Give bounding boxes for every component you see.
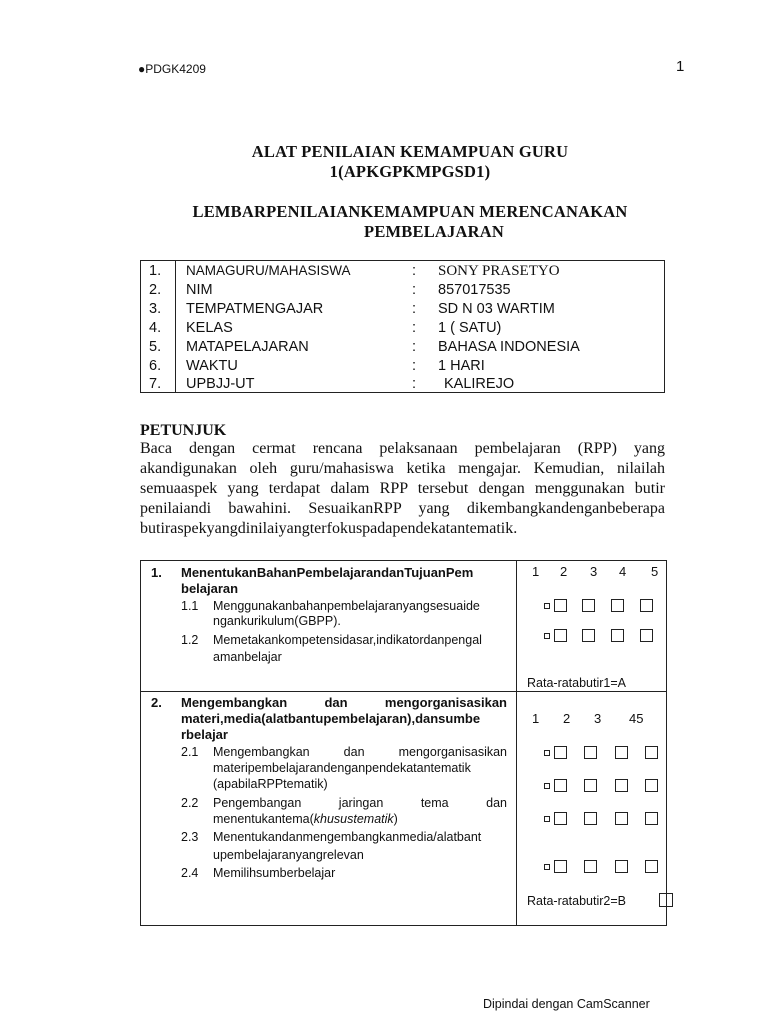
section-2-number: 2. bbox=[151, 695, 162, 710]
row-value: 857017535 bbox=[438, 282, 511, 298]
identity-row bbox=[141, 358, 664, 377]
row-colon: : bbox=[412, 376, 417, 392]
rating-checkbox[interactable] bbox=[645, 779, 658, 792]
scale-label: 1 bbox=[532, 564, 540, 579]
section-2-title: rbelajar bbox=[181, 727, 228, 742]
item-text-italic: khusustematik bbox=[313, 812, 394, 826]
section-1-average: Rata-ratabutir1=A bbox=[527, 676, 627, 690]
item-text: amanbelajar bbox=[213, 650, 282, 664]
average-checkbox[interactable] bbox=[659, 893, 673, 907]
item-text: Memetakankompetensidasar,indikatordanpengal bbox=[213, 633, 482, 647]
scale-label: 3 bbox=[590, 564, 598, 579]
rating-checkbox[interactable] bbox=[554, 812, 567, 825]
rating-checkbox[interactable] bbox=[615, 812, 628, 825]
rating-checkbox[interactable] bbox=[640, 629, 653, 642]
identity-row bbox=[141, 301, 664, 320]
row-number: 7. bbox=[149, 376, 162, 392]
item-text: ngankurikulum(GBPP). bbox=[213, 614, 341, 628]
row-label: KELAS bbox=[186, 320, 233, 336]
row-number: 2. bbox=[149, 282, 162, 298]
document-code: ●PDGK4209 bbox=[138, 62, 206, 76]
rating-checkbox[interactable] bbox=[584, 812, 597, 825]
item-text: Memilihsumberbelajar bbox=[213, 866, 336, 880]
row-number: 5. bbox=[149, 339, 162, 355]
row-number: 6. bbox=[149, 358, 162, 374]
row-value: KALIREJO bbox=[444, 376, 515, 392]
identity-row bbox=[141, 282, 664, 301]
page-number: 1 bbox=[676, 58, 685, 75]
petunjuk-line: akandigunakan oleh guru/mahasiswa ketika mengajar. Kemudian, nilailah bbox=[140, 460, 665, 477]
identity-row bbox=[141, 339, 664, 358]
row-colon: : bbox=[412, 339, 417, 355]
section-2-title: Mengembangkan dan mengorganisasikan bbox=[181, 695, 507, 710]
rating-checkbox[interactable] bbox=[645, 746, 658, 759]
row-value: SD N 03 WARTIM bbox=[438, 301, 555, 317]
rating-checkbox[interactable] bbox=[640, 599, 653, 612]
title-line-1: ALAT PENILAIAN KEMAMPUAN GURU bbox=[251, 142, 569, 161]
petunjuk-line: Baca dengan cermat rencana pelaksanaan pembelajaran (RPP) yang bbox=[140, 440, 665, 457]
petunjuk-line: semuaaspek yang terdapat dalam RPP tersebut dengan menggunakan butir bbox=[140, 480, 665, 497]
rating-checkbox[interactable] bbox=[582, 629, 595, 642]
item-text: Menggunakanbahanpembelajaranyangsesuaide bbox=[213, 599, 480, 613]
rating-checkbox[interactable] bbox=[554, 860, 567, 873]
rating-checkbox[interactable] bbox=[615, 746, 628, 759]
row-colon: : bbox=[412, 301, 417, 317]
item-number: 1.1 bbox=[181, 599, 199, 613]
criteria-table bbox=[140, 560, 667, 926]
scale-label: 5 bbox=[651, 564, 659, 579]
bullet-icon bbox=[544, 633, 550, 639]
scale-label: 2 bbox=[563, 711, 571, 726]
item-text: upembelajaranyangrelevan bbox=[213, 848, 364, 862]
table-column-divider bbox=[516, 561, 517, 925]
section-2-title: materi,media(alatbantupembelajaran),dansumbe bbox=[181, 711, 481, 726]
rating-checkbox[interactable] bbox=[584, 779, 597, 792]
section-2-average: Rata-ratabutir2=B bbox=[527, 894, 627, 908]
petunjuk-line: butiraspekyangdinilaiyangterfokuspadapendekatantematik. bbox=[140, 520, 518, 537]
scanner-watermark: Dipindai dengan CamScanner bbox=[483, 997, 650, 1011]
bullet-icon bbox=[544, 816, 550, 822]
rating-checkbox[interactable] bbox=[611, 599, 624, 612]
rating-checkbox[interactable] bbox=[645, 812, 658, 825]
row-value: 1 HARI bbox=[438, 358, 485, 374]
bullet-icon bbox=[544, 783, 550, 789]
item-text: Mengembangkan dan mengorganisasikan bbox=[213, 745, 507, 759]
item-number: 2.1 bbox=[181, 745, 199, 759]
row-value: 1 ( SATU) bbox=[438, 320, 502, 336]
rating-checkbox[interactable] bbox=[554, 599, 567, 612]
identity-row bbox=[141, 320, 664, 339]
item-text: materipembelajarandenganpendekatantematik bbox=[213, 761, 471, 775]
item-text-prefix: menentukantema( bbox=[213, 812, 314, 826]
identity-table bbox=[140, 260, 665, 393]
row-value: SONY PRASETYO bbox=[438, 263, 560, 279]
rating-checkbox[interactable] bbox=[584, 746, 597, 759]
rating-checkbox[interactable] bbox=[645, 860, 658, 873]
rating-checkbox[interactable] bbox=[615, 860, 628, 873]
scale-label: 1 bbox=[532, 711, 540, 726]
petunjuk-heading: PETUNJUK bbox=[140, 422, 227, 439]
table-row-divider bbox=[141, 691, 666, 692]
row-colon: : bbox=[412, 282, 417, 298]
rating-checkbox[interactable] bbox=[554, 779, 567, 792]
petunjuk-line: penilaiandi bawahini. SesuaikanRPP yang dikembangkandenganbeberapa bbox=[140, 500, 665, 517]
rating-checkbox[interactable] bbox=[584, 860, 597, 873]
row-number: 3. bbox=[149, 301, 162, 317]
rating-checkbox[interactable] bbox=[554, 746, 567, 759]
row-label: NAMAGURU/MAHASISWA bbox=[186, 263, 351, 278]
row-number: 4. bbox=[149, 320, 162, 336]
rating-checkbox[interactable] bbox=[582, 599, 595, 612]
bullet-icon bbox=[544, 603, 550, 609]
item-text: Menentukandanmengembangkanmedia/alatbant bbox=[213, 830, 482, 844]
title-line-4: PEMBELAJARAN bbox=[364, 222, 504, 241]
bullet-icon bbox=[544, 750, 550, 756]
row-label: TEMPATMENGAJAR bbox=[186, 301, 324, 317]
scale-label: 3 bbox=[594, 711, 602, 726]
section-1-title: MenentukanBahanPembelajarandanTujuanPem bbox=[181, 565, 474, 580]
item-number: 1.2 bbox=[181, 633, 199, 647]
item-text: Pengembangan jaringan tema dan bbox=[213, 796, 507, 810]
section-1-number: 1. bbox=[151, 565, 162, 580]
item-text: (apabilaRPPtematik) bbox=[213, 777, 328, 791]
rating-checkbox[interactable] bbox=[615, 779, 628, 792]
item-text bbox=[213, 812, 398, 826]
item-number: 2.4 bbox=[181, 866, 199, 880]
scale-label: 4 bbox=[619, 564, 627, 579]
title-line-2: 1(APKGPKMPGSD1) bbox=[329, 162, 491, 181]
row-label: UPBJJ-UT bbox=[186, 376, 255, 392]
item-number: 2.3 bbox=[181, 830, 199, 844]
identity-row bbox=[141, 263, 664, 282]
identity-row bbox=[141, 376, 664, 395]
bullet-icon bbox=[544, 864, 550, 870]
row-number: 1. bbox=[149, 263, 162, 279]
row-colon: : bbox=[412, 263, 417, 279]
scale-label: 45 bbox=[629, 711, 644, 726]
item-text-suffix: ) bbox=[393, 812, 398, 826]
rating-checkbox[interactable] bbox=[611, 629, 624, 642]
row-label: WAKTU bbox=[186, 358, 238, 374]
rating-checkbox[interactable] bbox=[554, 629, 567, 642]
section-1-title: belajaran bbox=[181, 581, 239, 596]
scale-label: 2 bbox=[560, 564, 568, 579]
row-colon: : bbox=[412, 358, 417, 374]
row-colon: : bbox=[412, 320, 417, 336]
row-label: NIM bbox=[186, 282, 213, 298]
title-line-3: LEMBARPENILAIANKEMAMPUAN MERENCANAKAN bbox=[192, 202, 628, 221]
row-value: BAHASA INDONESIA bbox=[438, 339, 580, 355]
item-number: 2.2 bbox=[181, 796, 199, 810]
row-label: MATAPELAJARAN bbox=[186, 339, 309, 355]
